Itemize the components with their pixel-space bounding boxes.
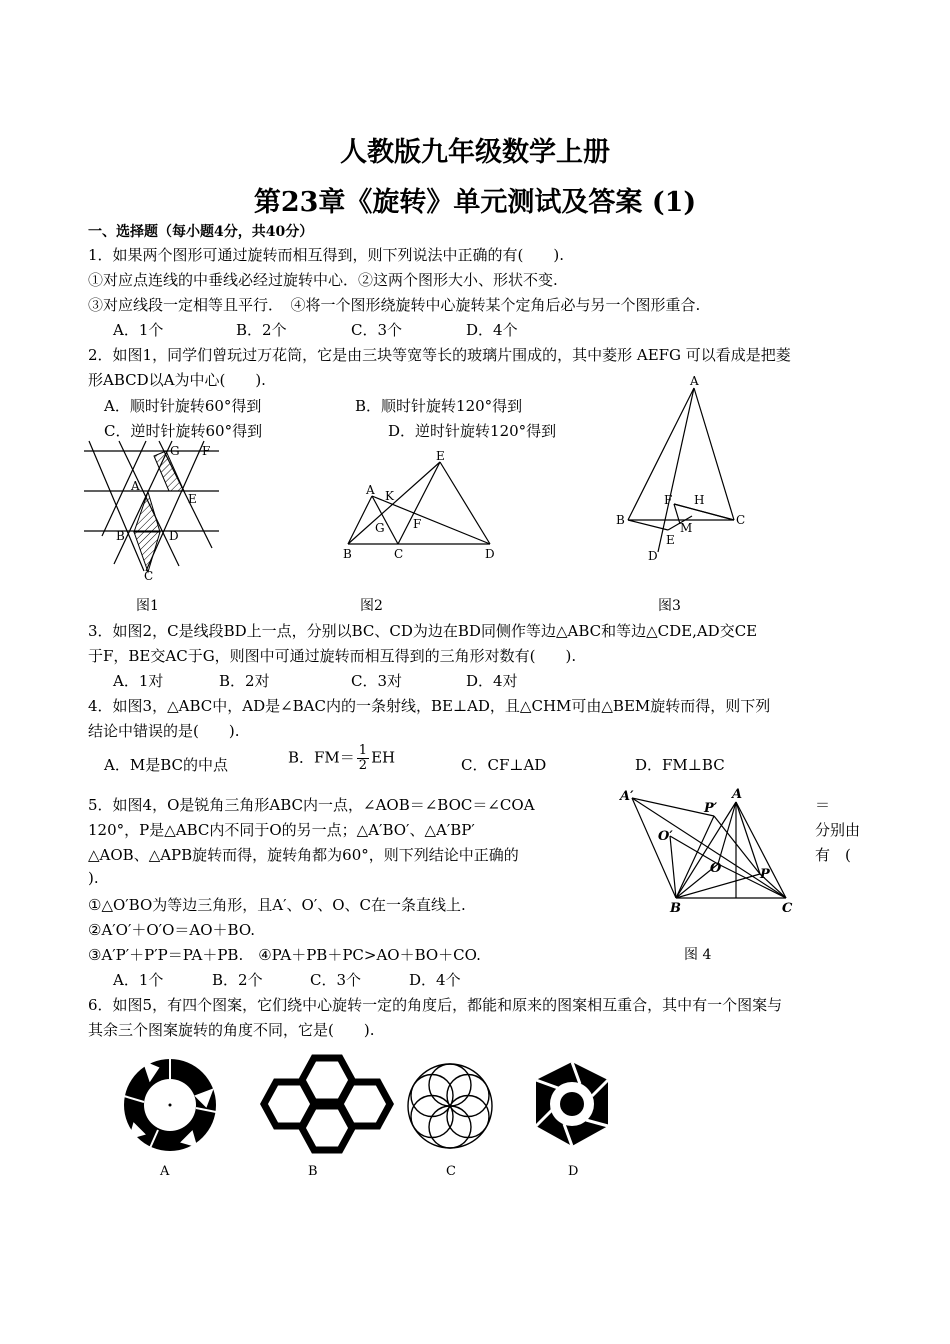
q5-line-1-end: ＝	[815, 796, 831, 814]
q3-stem-2: 于F，BE交AC于G，则图中可通过旋转而相互得到的三角形对数有( ).	[88, 647, 577, 665]
q2-option-c: C．逆时针旋转60°得到	[104, 422, 263, 440]
q2-option-b: B．顺时针旋转120°得到	[355, 397, 523, 415]
fig4-label-a: A	[732, 787, 743, 802]
q2-option-a: A．顺时针旋转60°得到	[104, 397, 262, 415]
q6-stem-1: 6．如图5，有四个图案，它们绕中心旋转一定的角度后，都能和原来的图案相互重合，其中有一个图案与	[88, 996, 783, 1014]
fig4-label-c: C	[782, 901, 793, 916]
fig5-label-c: C	[446, 1164, 456, 1179]
fig3-label-m: M	[680, 521, 693, 535]
fig4-label-p: P	[760, 867, 770, 882]
pattern-a-arrow-ring	[124, 1059, 216, 1151]
q1-statement-2: ③对应线段一定相等且平行． ④将一个图形绕旋转中心旋转某个定角后必与另一个图形重合.	[88, 296, 701, 314]
q2-stem-2: 形ABCD以A为中心( ).	[88, 371, 266, 389]
q2-stem-1: 2．如图1，同学们曾玩过万花筒，它是由三块等宽等长的玻璃片围成的，其中菱形 AEFG 可以看成是把菱	[88, 346, 791, 364]
q1-option-d: D．4个	[466, 321, 518, 339]
q3-option-c: C．3对	[351, 672, 403, 690]
q5-option-b: B．2个	[212, 971, 263, 989]
fig2-label-f: F	[413, 517, 422, 531]
figure-4-rotation	[618, 786, 808, 916]
q1-option-a: A．1个	[113, 321, 164, 339]
q5-line-3: △AOB、△APB旋转而得，旋转角都为60°，则下列结论中正确的	[88, 846, 519, 864]
fig1-label-d: D	[169, 529, 179, 543]
q5-statement-2: ②A′O′＋O′O＝AO＋BO.	[88, 921, 256, 939]
fig1-label-c: C	[144, 569, 154, 582]
fig2-label-b: B	[343, 547, 352, 561]
page-subtitle: 第23章《旋转》单元测试及答案 (1)	[253, 187, 697, 218]
fig1-caption: 图1	[136, 598, 159, 614]
q1-option-b: B．2个	[236, 321, 287, 339]
pattern-b-hex-star	[264, 1058, 390, 1150]
pattern-c-flower	[408, 1064, 492, 1148]
fig3-label-d: D	[648, 549, 658, 563]
fig5-label-d: D	[568, 1164, 579, 1179]
fig3-label-b: B	[616, 513, 625, 527]
pattern-d-hex-aperture	[536, 1062, 608, 1146]
fig3-label-a: A	[690, 374, 699, 388]
q4-option-b-fraction	[357, 744, 369, 773]
fig1-label-f: F	[202, 444, 211, 458]
fig5-label-b: B	[308, 1164, 318, 1179]
figure-5-patterns	[100, 1050, 630, 1185]
fig4-label-b: B	[670, 901, 681, 916]
fig1-label-g: G	[170, 444, 180, 458]
fig2-caption: 图2	[360, 598, 383, 614]
q5-line-3-end: 有 (	[815, 846, 851, 864]
q5-option-c: C．3个	[310, 971, 362, 989]
fig4-label-a-prime: A′	[620, 789, 634, 804]
figure-1-kaleidoscope	[84, 436, 224, 582]
fig2-label-c: C	[394, 547, 404, 561]
fig1-label-e: E	[188, 492, 197, 506]
q3-option-d: D．4对	[466, 672, 518, 690]
fraction-numerator: 1	[358, 743, 368, 758]
q3-option-a: A．1对	[113, 672, 164, 690]
q3-option-b: B．2对	[219, 672, 270, 690]
fig2-label-e: E	[436, 449, 445, 463]
fig4-caption: 图 4	[684, 947, 712, 963]
fig2-label-g: G	[375, 521, 385, 535]
q5-line-4: ).	[88, 869, 99, 887]
q6-stem-2: 其余三个图案旋转的角度不同，它是( ).	[88, 1021, 375, 1039]
q4-option-b	[288, 744, 395, 773]
q1-option-c: C．3个	[351, 321, 403, 339]
q5-statement-1: ①△O′BO为等边三角形，且A′、O′、O、C在一条直线上.	[88, 896, 466, 914]
fig4-label-o: O	[710, 861, 722, 876]
fig3-caption: 图3	[658, 598, 681, 614]
figure-3-triangle-abc	[612, 372, 752, 564]
fig3-label-f: F	[664, 493, 673, 507]
fig4-label-p-prime: P′	[704, 801, 718, 816]
q3-stem-1: 3．如图2，C是线段BD上一点，分别以BC、CD为边在BD同侧作等边△ABC和等边△CDE,AD交CE	[88, 622, 758, 640]
q4-option-b-suffix: EH	[371, 748, 396, 767]
q5-option-d: D．4个	[409, 971, 461, 989]
fig1-label-a: A	[131, 479, 140, 493]
figure-2-equilateral-triangles	[338, 446, 508, 566]
fraction-denominator: 2	[358, 758, 368, 773]
q5-statement-3: ③A′P′＋P′P＝PA＋PB. ④PA＋PB＋PC>AO＋BO＋CO.	[88, 946, 481, 964]
q5-line-1: 5．如图4，O是锐角三角形ABC内一点，∠AOB＝∠BOC＝∠COA	[88, 796, 535, 814]
q4-stem-1: 4．如图3，△ABC中，AD是∠BAC内的一条射线，BE⊥AD，且△CHM可由△BEM旋转而得，则下列	[88, 697, 771, 715]
q4-stem-2: 结论中错误的是( ).	[88, 722, 240, 740]
q1-statement-1: ①对应点连线的中垂线必经过旋转中心．②这两个图形大小、形状不变.	[88, 271, 558, 289]
q1-stem: 1．如果两个图形可通过旋转而相互得到，则下列说法中正确的有( ).	[88, 246, 565, 264]
q2-option-d: D．逆时针旋转120°得到	[388, 422, 557, 440]
page-title: 人教版九年级数学上册	[340, 137, 610, 168]
q5-line-2: 120°，P是△ABC内不同于O的另一点；△A′BO′、△A′BP′	[88, 821, 475, 839]
fig2-label-k: K	[385, 489, 394, 503]
fig3-label-e: E	[666, 533, 675, 547]
section-heading: 一、选择题（每小题4分，共40分）	[88, 224, 314, 240]
fig1-label-b: B	[116, 529, 125, 543]
fig2-label-a: A	[366, 483, 375, 497]
q5-option-a: A．1个	[113, 971, 164, 989]
fig3-label-h: H	[694, 493, 705, 507]
q4-option-d: D．FM⊥BC	[635, 756, 725, 774]
q4-option-b-prefix: B．FM＝	[288, 748, 355, 767]
fig4-label-o-prime: O′	[658, 829, 673, 844]
q4-option-a: A．M是BC的中点	[104, 756, 228, 774]
fig2-label-d: D	[485, 547, 495, 561]
q5-line-2-end: 分别由	[815, 821, 861, 839]
fig3-label-c: C	[736, 513, 746, 527]
q4-option-c: C．CF⊥AD	[461, 756, 547, 774]
fig5-label-a: A	[160, 1164, 170, 1179]
